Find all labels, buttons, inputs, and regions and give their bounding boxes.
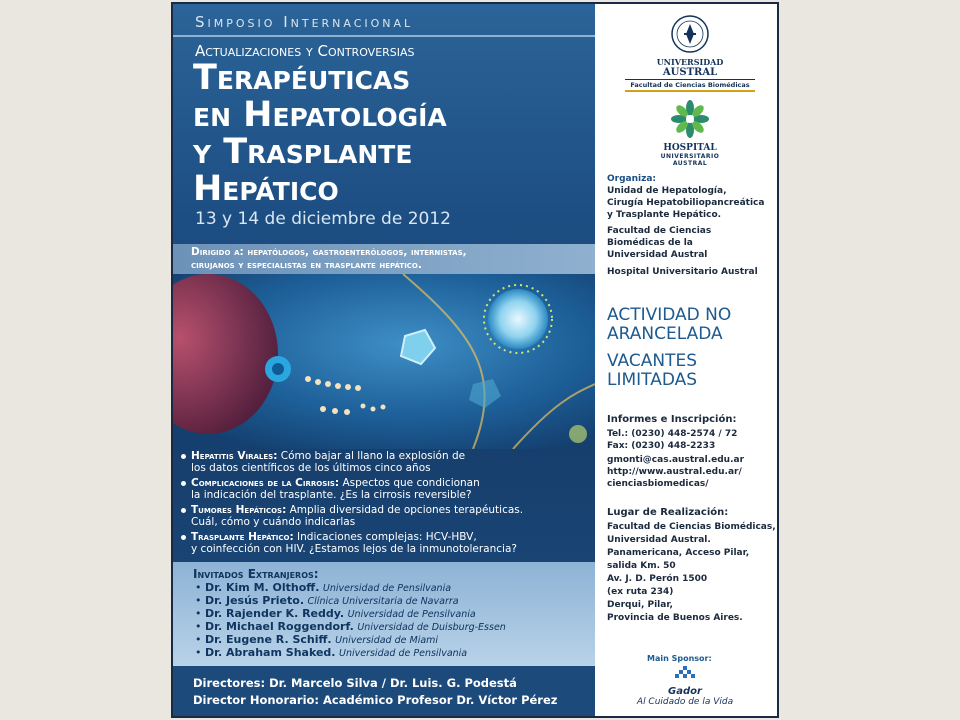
symposium-label: Simposio Internacional xyxy=(195,13,414,31)
info-url: http://www.austral.edu.ar/ xyxy=(607,467,742,477)
place-line: Universidad Austral. xyxy=(607,535,711,545)
guest-name: Dr. Jesús Prieto. xyxy=(205,594,305,607)
organizer-line: Cirugía Hepatobiliopancreática xyxy=(607,198,765,208)
topic-text: Amplia diversidad de opciones terapéuticas. xyxy=(286,504,524,516)
vacancies-line: VACANTES xyxy=(607,351,698,371)
topic-head: Trasplante Hepático: xyxy=(191,531,294,543)
guest-name: Dr. Eugene R. Schiff. xyxy=(205,633,332,646)
divider xyxy=(173,35,595,37)
guests-title: Invitados Extranjeros: xyxy=(193,567,319,581)
bullet-icon xyxy=(181,535,186,540)
guest-name: Dr. Michael Roggendorf. xyxy=(205,620,354,633)
topic-text: Aspectos que condicionan xyxy=(339,477,480,489)
virus-illustration xyxy=(173,274,595,449)
info-line: Tel.: (0230) 448-2574 / 72 xyxy=(607,429,738,439)
info-email: gmonti@cas.austral.edu.ar xyxy=(607,455,745,465)
free-activity-line: ARANCELADA xyxy=(607,324,723,344)
sponsor-tagline: Al Cuidado de la Vida xyxy=(636,697,734,707)
guest-item: • Dr. Michael Roggendorf. Universidad de Duisburg-Essen xyxy=(195,620,506,633)
title-line: en Hepatología xyxy=(193,95,447,135)
guests-section xyxy=(173,562,595,666)
guest-item: • Dr. Jesús Prieto. Clínica Universitaria de Navarra xyxy=(195,594,459,607)
universidad-austral-logo xyxy=(625,14,755,94)
topic-head: Hepatitis Virales: xyxy=(191,450,278,462)
place-line: (ex ruta 234) xyxy=(607,587,674,597)
guest-univ: Clínica Universitaria de Navarra xyxy=(307,596,459,607)
bullet-icon xyxy=(181,481,186,486)
title-line: Hepático xyxy=(193,169,339,209)
sponsor-label: Main Sponsor: xyxy=(647,654,712,663)
title-line: y Trasplante xyxy=(193,132,413,172)
event-date: 13 y 14 de diciembre de 2012 xyxy=(195,209,451,229)
place-line: salida Km. 50 xyxy=(607,561,676,571)
guest-univ: Universidad de Pensilvania xyxy=(322,583,452,594)
topic-item xyxy=(181,504,593,528)
faculty-line: Facultad de Ciencias xyxy=(607,226,712,236)
place-line: Provincia de Buenos Aires. xyxy=(607,613,743,623)
title-line: Terapéuticas xyxy=(193,58,411,98)
audience-band xyxy=(173,244,595,274)
topic-head: Complicaciones de la Cirrosis: xyxy=(191,477,340,489)
guest-name: Dr. Rajender K. Reddy. xyxy=(205,607,345,620)
vacancies-line: LIMITADAS xyxy=(607,370,698,390)
hospital-line: Hospital Universitario Austral xyxy=(607,267,758,277)
honorary-director-line: Director Honorario: Académico Profesor Dr. Víctor Pérez xyxy=(193,693,558,707)
bullet-icon xyxy=(181,508,186,513)
cell-virus-art xyxy=(173,274,595,449)
directors-footer xyxy=(173,666,595,716)
topic-text: los datos científicos de los últimos cinco años xyxy=(191,462,431,474)
guest-univ: Universidad de Duisburg-Essen xyxy=(357,622,506,633)
topic-text: y coinfección con HIV. ¿Estamos lejos de la inmunotolerancia? xyxy=(191,543,517,555)
event-poster xyxy=(171,2,779,718)
guest-univ: Universidad de Miami xyxy=(335,635,439,646)
place-line: Facultad de Ciencias Biomédicas, xyxy=(607,522,776,532)
ua-faculty: Facultad de Ciencias Biomédicas xyxy=(625,79,755,92)
hospital-austral-logo xyxy=(650,99,730,167)
info-url: cienciasbiomedicas/ xyxy=(607,479,709,489)
topic-head: Tumores Hepáticos: xyxy=(191,504,287,516)
guest-item: • Dr. Kim M. Olthoff. Universidad de Pensilvania xyxy=(195,581,452,594)
guest-item: • Dr. Rajender K. Reddy. Universidad de Pensilvania xyxy=(195,607,476,620)
place-line: Derqui, Pilar, xyxy=(607,600,673,610)
flower-logo-icon xyxy=(670,99,710,139)
hospital-sub: UNIVERSITARIO AUSTRAL xyxy=(660,153,720,167)
place-line: Av. J. D. Perón 1500 xyxy=(607,574,708,584)
ua-top-label: UNIVERSIDAD xyxy=(656,57,724,67)
bullet-icon xyxy=(181,454,186,459)
guest-item: • Dr. Eugene R. Schiff. Universidad de Miami xyxy=(195,633,439,646)
free-activity-line: ACTIVIDAD NO xyxy=(607,305,732,325)
info-line: Fax: (0230) 448-2233 xyxy=(607,441,716,451)
poster-sidebar xyxy=(595,4,777,716)
faculty-line: Universidad Austral xyxy=(607,250,708,260)
directors-line: Directores: Dr. Marcelo Silva / Dr. Luis. G. Podestá xyxy=(193,676,517,690)
poster-main-panel xyxy=(173,4,595,716)
subtitle: Actualizaciones y Controversias xyxy=(195,42,415,60)
sponsor-mark-icon xyxy=(673,666,697,682)
guest-item: • Dr. Abraham Shaked. Universidad de Pensilvania xyxy=(195,646,468,659)
poster-title xyxy=(193,60,447,208)
topic-text: Cómo bajar al llano la explosión de xyxy=(277,450,466,462)
organizer-line: Unidad de Hepatología, xyxy=(607,186,727,196)
organizer-line: y Trasplante Hepático. xyxy=(607,210,722,220)
guest-univ: Universidad de Pensilvania xyxy=(347,609,476,620)
topic-item xyxy=(181,477,593,501)
topic-list xyxy=(173,448,595,560)
faculty-line: Biomédicas de la xyxy=(607,238,693,248)
topic-text: la indicación del trasplante. ¿Es la cirrosis reversible? xyxy=(191,489,472,501)
organizer-label: Organiza: xyxy=(607,174,657,184)
place-line: Panamericana, Acceso Pilar, xyxy=(607,548,750,558)
audience-line: Dirigido a: hepatólogos, gastroenterólogos, internistas, xyxy=(191,246,467,258)
sponsor-name: Gador xyxy=(668,686,702,697)
guest-name: Dr. Abraham Shaked. xyxy=(205,646,336,659)
place-title: Lugar de Realización: xyxy=(607,507,729,518)
sponsor-logo xyxy=(635,666,735,706)
topic-text: Indicaciones complejas: HCV-HBV, xyxy=(293,531,477,543)
audience-line: cirujanos y especialistas en trasplante hepático. xyxy=(191,259,422,271)
hospital-name: HOSPITAL xyxy=(663,143,717,153)
guest-name: Dr. Kim M. Olthoff. xyxy=(205,581,320,594)
topic-text: Cuál, cómo y cuándo indicarlas xyxy=(191,516,356,528)
info-title: Informes e Inscripción: xyxy=(607,414,737,425)
guest-univ: Universidad de Pensilvania xyxy=(339,648,468,659)
topic-item xyxy=(181,531,593,555)
ua-name: AUSTRAL xyxy=(662,67,718,78)
topic-item xyxy=(181,450,593,474)
university-seal-icon xyxy=(670,14,710,54)
